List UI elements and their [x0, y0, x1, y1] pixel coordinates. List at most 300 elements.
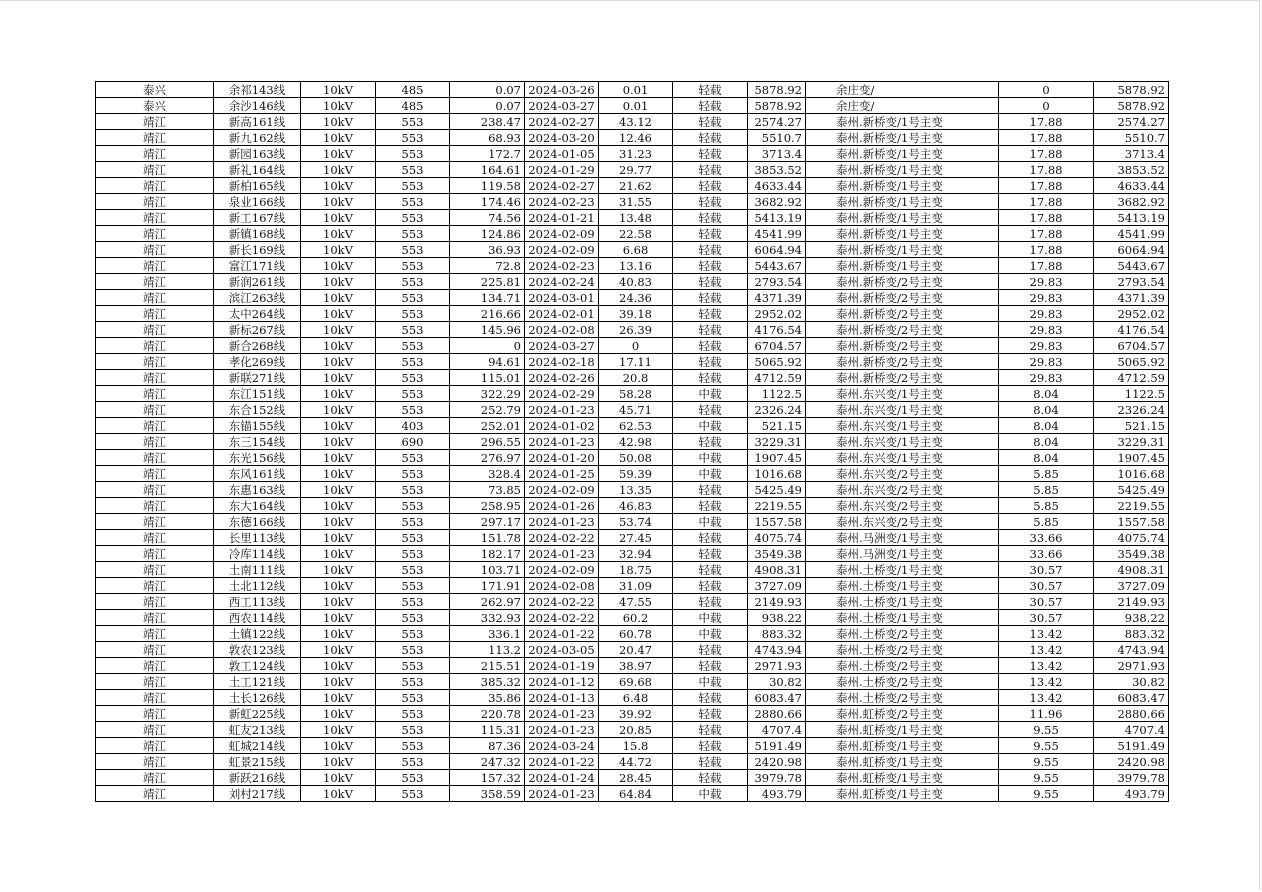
- available-capacity-cell: 1016.68: [1094, 466, 1169, 482]
- load-rate-cell: 31.55: [599, 194, 673, 210]
- line-name-cell: 新跃216线: [214, 770, 301, 786]
- transformer-margin-cell: 13.42: [999, 658, 1094, 674]
- table-row: [96, 738, 1169, 754]
- load-rate-cell: 26.39: [599, 322, 673, 338]
- available-capacity-cell: 6704.57: [1094, 338, 1169, 354]
- load-cell: 151.78: [450, 530, 525, 546]
- voltage-cell: 10kV: [301, 530, 376, 546]
- line-name-cell: 新园163线: [214, 146, 301, 162]
- capacity-cell: 553: [376, 530, 450, 546]
- margin-cell: 2971.93: [748, 658, 806, 674]
- capacity-cell: 485: [376, 82, 450, 98]
- load-rate-cell: 38.97: [599, 658, 673, 674]
- available-capacity-cell: 6064.94: [1094, 242, 1169, 258]
- table-row: [96, 242, 1169, 258]
- region-cell: 靖江: [96, 562, 214, 578]
- table-row: [96, 418, 1169, 434]
- margin-cell: 3713.4: [748, 146, 806, 162]
- load-rate-cell: 50.08: [599, 450, 673, 466]
- available-capacity-cell: 5425.49: [1094, 482, 1169, 498]
- transformer-margin-cell: 33.66: [999, 546, 1094, 562]
- load-cell: 358.59: [450, 786, 525, 802]
- capacity-cell: 553: [376, 786, 450, 802]
- line-name-cell: 冷库114线: [214, 546, 301, 562]
- load-cell: 182.17: [450, 546, 525, 562]
- load-level-cell: 轻载: [673, 578, 748, 594]
- load-level-cell: 轻载: [673, 290, 748, 306]
- capacity-cell: 553: [376, 578, 450, 594]
- capacity-cell: 553: [376, 450, 450, 466]
- load-cell: 0.07: [450, 82, 525, 98]
- load-rate-cell: 40.83: [599, 274, 673, 290]
- line-name-cell: 土工121线: [214, 674, 301, 690]
- capacity-cell: 485: [376, 98, 450, 114]
- substation-cell: 泰州.马洲变/1号主变: [806, 530, 999, 546]
- line-name-cell: 新标267线: [214, 322, 301, 338]
- load-level-cell: 中载: [673, 610, 748, 626]
- date-cell: 2024-01-12: [525, 674, 599, 690]
- load-level-cell: 轻载: [673, 130, 748, 146]
- substation-cell: 泰州.东兴变/1号主变: [806, 402, 999, 418]
- region-cell: 靖江: [96, 194, 214, 210]
- table-row: [96, 482, 1169, 498]
- transformer-margin-cell: 5.85: [999, 514, 1094, 530]
- capacity-cell: 553: [376, 674, 450, 690]
- line-name-cell: 虹友213线: [214, 722, 301, 738]
- available-capacity-cell: 2793.54: [1094, 274, 1169, 290]
- transformer-margin-cell: 8.04: [999, 402, 1094, 418]
- date-cell: 2024-01-24: [525, 770, 599, 786]
- load-cell: 297.17: [450, 514, 525, 530]
- date-cell: 2024-02-22: [525, 610, 599, 626]
- voltage-cell: 10kV: [301, 642, 376, 658]
- date-cell: 2024-01-02: [525, 418, 599, 434]
- transformer-margin-cell: 17.88: [999, 258, 1094, 274]
- line-name-cell: 泉业166线: [214, 194, 301, 210]
- region-cell: 靖江: [96, 738, 214, 754]
- voltage-cell: 10kV: [301, 242, 376, 258]
- available-capacity-cell: 2971.93: [1094, 658, 1169, 674]
- margin-cell: 3682.92: [748, 194, 806, 210]
- line-name-cell: 虹景215线: [214, 754, 301, 770]
- available-capacity-cell: 4541.99: [1094, 226, 1169, 242]
- transformer-margin-cell: 30.57: [999, 562, 1094, 578]
- date-cell: 2024-02-09: [525, 242, 599, 258]
- capacity-cell: 690: [376, 434, 450, 450]
- transformer-margin-cell: 9.55: [999, 770, 1094, 786]
- margin-cell: 1122.5: [748, 386, 806, 402]
- available-capacity-cell: 5065.92: [1094, 354, 1169, 370]
- voltage-cell: 10kV: [301, 514, 376, 530]
- load-rate-cell: 39.92: [599, 706, 673, 722]
- table-row: [96, 626, 1169, 642]
- substation-cell: 泰州.新桥变/1号主变: [806, 194, 999, 210]
- region-cell: 靖江: [96, 402, 214, 418]
- load-rate-cell: 6.68: [599, 242, 673, 258]
- margin-cell: 5413.19: [748, 210, 806, 226]
- date-cell: 2024-02-08: [525, 322, 599, 338]
- load-cell: 220.78: [450, 706, 525, 722]
- date-cell: 2024-01-23: [525, 722, 599, 738]
- available-capacity-cell: 2574.27: [1094, 114, 1169, 130]
- capacity-cell: 553: [376, 770, 450, 786]
- line-name-cell: 敦农123线: [214, 642, 301, 658]
- load-level-cell: 轻载: [673, 722, 748, 738]
- transformer-margin-cell: 13.42: [999, 626, 1094, 642]
- load-level-cell: 轻载: [673, 690, 748, 706]
- capacity-cell: 553: [376, 722, 450, 738]
- transformer-margin-cell: 8.04: [999, 434, 1094, 450]
- date-cell: 2024-01-23: [525, 402, 599, 418]
- load-level-cell: 轻载: [673, 754, 748, 770]
- transformer-margin-cell: 29.83: [999, 290, 1094, 306]
- margin-cell: 4633.44: [748, 178, 806, 194]
- substation-cell: 泰州.东兴变/1号主变: [806, 450, 999, 466]
- transformer-margin-cell: 17.88: [999, 178, 1094, 194]
- region-cell: 泰兴: [96, 98, 214, 114]
- load-cell: 332.93: [450, 610, 525, 626]
- capacity-cell: 553: [376, 306, 450, 322]
- available-capacity-cell: 3713.4: [1094, 146, 1169, 162]
- substation-cell: 泰州.新桥变/1号主变: [806, 242, 999, 258]
- load-cell: 385.32: [450, 674, 525, 690]
- substation-cell: 泰州.新桥变/1号主变: [806, 114, 999, 130]
- date-cell: 2024-01-29: [525, 162, 599, 178]
- load-rate-cell: 18.75: [599, 562, 673, 578]
- substation-cell: 泰州.新桥变/2号主变: [806, 354, 999, 370]
- substation-cell: 余庄变/: [806, 98, 999, 114]
- margin-cell: 4075.74: [748, 530, 806, 546]
- table-row: [96, 674, 1169, 690]
- table-row: [96, 290, 1169, 306]
- load-cell: 115.31: [450, 722, 525, 738]
- load-level-cell: 中载: [673, 626, 748, 642]
- line-name-cell: 新柏165线: [214, 178, 301, 194]
- substation-cell: 泰州.新桥变/2号主变: [806, 370, 999, 386]
- capacity-cell: 553: [376, 194, 450, 210]
- table-row: [96, 562, 1169, 578]
- transformer-margin-cell: 29.83: [999, 322, 1094, 338]
- available-capacity-cell: 1122.5: [1094, 386, 1169, 402]
- load-level-cell: 轻载: [673, 434, 748, 450]
- load-cell: 247.32: [450, 754, 525, 770]
- load-cell: 258.95: [450, 498, 525, 514]
- load-level-cell: 轻载: [673, 354, 748, 370]
- margin-cell: 6064.94: [748, 242, 806, 258]
- table-row: [96, 434, 1169, 450]
- load-cell: 296.55: [450, 434, 525, 450]
- date-cell: 2024-01-25: [525, 466, 599, 482]
- transformer-margin-cell: 17.88: [999, 146, 1094, 162]
- transformer-margin-cell: 33.66: [999, 530, 1094, 546]
- load-level-cell: 轻载: [673, 546, 748, 562]
- load-rate-cell: 32.94: [599, 546, 673, 562]
- load-level-cell: 轻载: [673, 562, 748, 578]
- line-name-cell: 富江171线: [214, 258, 301, 274]
- substation-cell: 泰州.东兴变/1号主变: [806, 434, 999, 450]
- table-row: [96, 722, 1169, 738]
- line-name-cell: 东光156线: [214, 450, 301, 466]
- available-capacity-cell: 493.79: [1094, 786, 1169, 802]
- transformer-margin-cell: 17.88: [999, 242, 1094, 258]
- load-rate-cell: 60.2: [599, 610, 673, 626]
- load-cell: 74.56: [450, 210, 525, 226]
- load-rate-cell: 64.84: [599, 786, 673, 802]
- available-capacity-cell: 3727.09: [1094, 578, 1169, 594]
- load-cell: 172.7: [450, 146, 525, 162]
- line-name-cell: 敦工124线: [214, 658, 301, 674]
- transformer-margin-cell: 17.88: [999, 114, 1094, 130]
- region-cell: 靖江: [96, 210, 214, 226]
- margin-cell: 883.32: [748, 626, 806, 642]
- region-cell: 靖江: [96, 130, 214, 146]
- margin-cell: 3229.31: [748, 434, 806, 450]
- transformer-margin-cell: 17.88: [999, 194, 1094, 210]
- substation-cell: 泰州.新桥变/2号主变: [806, 306, 999, 322]
- load-level-cell: 中载: [673, 418, 748, 434]
- line-name-cell: 刘村217线: [214, 786, 301, 802]
- load-level-cell: 轻载: [673, 242, 748, 258]
- load-rate-cell: 59.39: [599, 466, 673, 482]
- region-cell: 靖江: [96, 370, 214, 386]
- voltage-cell: 10kV: [301, 594, 376, 610]
- load-cell: 36.93: [450, 242, 525, 258]
- load-cell: 35.86: [450, 690, 525, 706]
- line-name-cell: 新润261线: [214, 274, 301, 290]
- substation-cell: 泰州.土桥变/2号主变: [806, 658, 999, 674]
- date-cell: 2024-02-08: [525, 578, 599, 594]
- voltage-cell: 10kV: [301, 194, 376, 210]
- voltage-cell: 10kV: [301, 738, 376, 754]
- available-capacity-cell: 4908.31: [1094, 562, 1169, 578]
- region-cell: 靖江: [96, 722, 214, 738]
- voltage-cell: 10kV: [301, 306, 376, 322]
- load-cell: 225.81: [450, 274, 525, 290]
- capacity-cell: 553: [376, 386, 450, 402]
- voltage-cell: 10kV: [301, 498, 376, 514]
- line-name-cell: 新礼164线: [214, 162, 301, 178]
- line-name-cell: 孝化269线: [214, 354, 301, 370]
- transformer-margin-cell: 29.83: [999, 370, 1094, 386]
- table-row: [96, 82, 1169, 98]
- capacity-cell: 553: [376, 642, 450, 658]
- region-cell: 靖江: [96, 290, 214, 306]
- load-rate-cell: 20.47: [599, 642, 673, 658]
- region-cell: 靖江: [96, 546, 214, 562]
- region-cell: 靖江: [96, 338, 214, 354]
- date-cell: 2024-01-05: [525, 146, 599, 162]
- capacity-cell: 553: [376, 354, 450, 370]
- capacity-cell: 553: [376, 738, 450, 754]
- table-row: [96, 306, 1169, 322]
- margin-cell: 5443.67: [748, 258, 806, 274]
- load-rate-cell: 20.8: [599, 370, 673, 386]
- load-level-cell: 轻载: [673, 338, 748, 354]
- date-cell: 2024-01-23: [525, 434, 599, 450]
- transformer-margin-cell: 30.57: [999, 610, 1094, 626]
- load-rate-cell: 0.01: [599, 82, 673, 98]
- table-row: [96, 114, 1169, 130]
- region-cell: 靖江: [96, 578, 214, 594]
- region-cell: 靖江: [96, 322, 214, 338]
- date-cell: 2024-03-24: [525, 738, 599, 754]
- voltage-cell: 10kV: [301, 786, 376, 802]
- voltage-cell: 10kV: [301, 274, 376, 290]
- region-cell: 靖江: [96, 610, 214, 626]
- transformer-margin-cell: 8.04: [999, 386, 1094, 402]
- substation-cell: 泰州.东兴变/2号主变: [806, 466, 999, 482]
- voltage-cell: 10kV: [301, 322, 376, 338]
- line-name-cell: 东合152线: [214, 402, 301, 418]
- table-row: [96, 594, 1169, 610]
- load-rate-cell: 13.35: [599, 482, 673, 498]
- substation-cell: 泰州.土桥变/2号主变: [806, 642, 999, 658]
- load-cell: 252.79: [450, 402, 525, 418]
- margin-cell: 5065.92: [748, 354, 806, 370]
- available-capacity-cell: 3979.78: [1094, 770, 1169, 786]
- load-rate-cell: 53.74: [599, 514, 673, 530]
- load-level-cell: 轻载: [673, 530, 748, 546]
- substation-cell: 泰州.东兴变/2号主变: [806, 482, 999, 498]
- transformer-margin-cell: 8.04: [999, 418, 1094, 434]
- line-name-cell: 土镇122线: [214, 626, 301, 642]
- load-cell: 87.36: [450, 738, 525, 754]
- table-row: [96, 386, 1169, 402]
- line-name-cell: 新长169线: [214, 242, 301, 258]
- region-cell: 靖江: [96, 658, 214, 674]
- voltage-cell: 10kV: [301, 82, 376, 98]
- line-name-cell: 东德166线: [214, 514, 301, 530]
- voltage-cell: 10kV: [301, 130, 376, 146]
- substation-cell: 泰州.土桥变/1号主变: [806, 594, 999, 610]
- transformer-margin-cell: 5.85: [999, 498, 1094, 514]
- margin-cell: 1907.45: [748, 450, 806, 466]
- available-capacity-cell: 1907.45: [1094, 450, 1169, 466]
- line-name-cell: 新联271线: [214, 370, 301, 386]
- substation-cell: 泰州.虹桥变/1号主变: [806, 754, 999, 770]
- voltage-cell: 10kV: [301, 402, 376, 418]
- date-cell: 2024-03-05: [525, 642, 599, 658]
- margin-cell: 4371.39: [748, 290, 806, 306]
- capacity-cell: 553: [376, 178, 450, 194]
- region-cell: 靖江: [96, 386, 214, 402]
- line-name-cell: 太中264线: [214, 306, 301, 322]
- region-cell: 靖江: [96, 642, 214, 658]
- load-level-cell: 轻载: [673, 146, 748, 162]
- substation-cell: 泰州.虹桥变/2号主变: [806, 706, 999, 722]
- region-cell: 靖江: [96, 178, 214, 194]
- available-capacity-cell: 4712.59: [1094, 370, 1169, 386]
- margin-cell: 2880.66: [748, 706, 806, 722]
- transformer-margin-cell: 29.83: [999, 354, 1094, 370]
- load-cell: 103.71: [450, 562, 525, 578]
- load-rate-cell: 0: [599, 338, 673, 354]
- capacity-cell: 553: [376, 402, 450, 418]
- capacity-cell: 553: [376, 146, 450, 162]
- load-rate-cell: 17.11: [599, 354, 673, 370]
- region-cell: 靖江: [96, 146, 214, 162]
- region-cell: 靖江: [96, 498, 214, 514]
- voltage-cell: 10kV: [301, 178, 376, 194]
- load-rate-cell: 22.58: [599, 226, 673, 242]
- voltage-cell: 10kV: [301, 626, 376, 642]
- available-capacity-cell: 2149.93: [1094, 594, 1169, 610]
- transformer-margin-cell: 13.42: [999, 642, 1094, 658]
- table-row: [96, 578, 1169, 594]
- available-capacity-cell: 2952.02: [1094, 306, 1169, 322]
- load-level-cell: 中载: [673, 674, 748, 690]
- line-name-cell: 新合268线: [214, 338, 301, 354]
- load-cell: 171.91: [450, 578, 525, 594]
- date-cell: 2024-01-22: [525, 754, 599, 770]
- capacity-cell: 553: [376, 130, 450, 146]
- load-cell: 328.4: [450, 466, 525, 482]
- margin-cell: 3853.52: [748, 162, 806, 178]
- region-cell: 靖江: [96, 530, 214, 546]
- region-cell: 靖江: [96, 274, 214, 290]
- load-rate-cell: 31.23: [599, 146, 673, 162]
- margin-cell: 2149.93: [748, 594, 806, 610]
- load-rate-cell: 45.71: [599, 402, 673, 418]
- table-row: [96, 402, 1169, 418]
- load-rate-cell: 20.85: [599, 722, 673, 738]
- load-level-cell: 轻载: [673, 178, 748, 194]
- load-cell: 124.86: [450, 226, 525, 242]
- voltage-cell: 10kV: [301, 546, 376, 562]
- substation-cell: 泰州.新桥变/2号主变: [806, 322, 999, 338]
- capacity-cell: 553: [376, 114, 450, 130]
- available-capacity-cell: 5878.92: [1094, 82, 1169, 98]
- margin-cell: 3549.38: [748, 546, 806, 562]
- voltage-cell: 10kV: [301, 114, 376, 130]
- date-cell: 2024-02-23: [525, 194, 599, 210]
- voltage-cell: 10kV: [301, 482, 376, 498]
- capacity-cell: 553: [376, 594, 450, 610]
- voltage-cell: 10kV: [301, 674, 376, 690]
- transformer-margin-cell: 0: [999, 98, 1094, 114]
- table-row: [96, 354, 1169, 370]
- available-capacity-cell: 1557.58: [1094, 514, 1169, 530]
- substation-cell: 泰州.土桥变/2号主变: [806, 674, 999, 690]
- region-cell: 靖江: [96, 594, 214, 610]
- table-row: [96, 546, 1169, 562]
- load-level-cell: 轻载: [673, 738, 748, 754]
- date-cell: 2024-02-24: [525, 274, 599, 290]
- load-cell: 322.29: [450, 386, 525, 402]
- capacity-cell: 553: [376, 210, 450, 226]
- date-cell: 2024-01-23: [525, 514, 599, 530]
- line-name-cell: 新九162线: [214, 130, 301, 146]
- load-level-cell: 轻载: [673, 642, 748, 658]
- line-name-cell: 东锚155线: [214, 418, 301, 434]
- line-name-cell: 东江151线: [214, 386, 301, 402]
- load-rate-cell: 15.8: [599, 738, 673, 754]
- date-cell: 2024-01-23: [525, 786, 599, 802]
- load-rate-cell: 58.28: [599, 386, 673, 402]
- transformer-margin-cell: 5.85: [999, 466, 1094, 482]
- table-row: [96, 274, 1169, 290]
- table-row: [96, 498, 1169, 514]
- load-cell: 94.61: [450, 354, 525, 370]
- margin-cell: 493.79: [748, 786, 806, 802]
- capacity-cell: 553: [376, 690, 450, 706]
- capacity-cell: 553: [376, 258, 450, 274]
- load-rate-cell: 44.72: [599, 754, 673, 770]
- date-cell: 2024-02-09: [525, 226, 599, 242]
- available-capacity-cell: 521.15: [1094, 418, 1169, 434]
- substation-cell: 泰州.新桥变/2号主变: [806, 290, 999, 306]
- load-cell: 164.61: [450, 162, 525, 178]
